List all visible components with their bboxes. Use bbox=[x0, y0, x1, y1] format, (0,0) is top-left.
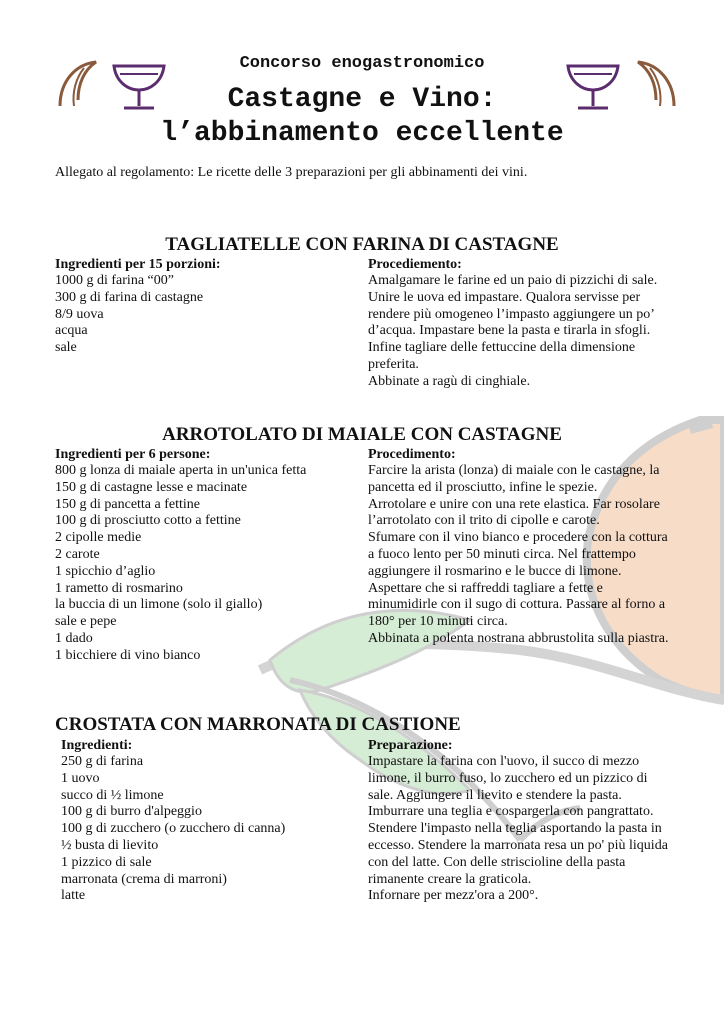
recipe-3-title: CROSTATA CON MARRONATA DI CASTIONE bbox=[55, 714, 461, 735]
ingredient-item: sale bbox=[55, 340, 77, 356]
ingredient-item: 1000 g di farina “00” bbox=[55, 273, 174, 288]
ingredient-item: 100 g di burro d'alpeggio bbox=[61, 804, 202, 820]
ingredient-item: 300 g di farina di castagne bbox=[55, 289, 204, 305]
ingredient-item: latte bbox=[61, 888, 86, 904]
method-heading: Preparazione: bbox=[368, 738, 453, 753]
method-paragraph: Arrotolare e unire con una rete elastica. Far rosolare l’arrotolato con il trito di cipolle e carote. bbox=[368, 496, 660, 529]
method-paragraph: Imburrare una teglia e cospargerla con pangrattato. Stendere l'impasto nella teglia asportando la pasta in eccesso. Stendere la marronata resa un po' più liquida con del latte. Con delle striscioline della pasta rimanente creare la graticola. bbox=[368, 804, 668, 887]
ingredient-item: marronata (crema di marroni) bbox=[61, 871, 227, 887]
ingredient-item: 1 uovo bbox=[61, 770, 100, 786]
ingredients-heading: Ingredienti: bbox=[61, 738, 133, 753]
ingredient-item: 250 g di farina bbox=[61, 754, 144, 769]
ingredient-item: ½ busta di lievito bbox=[61, 837, 159, 853]
ingredient-item: succo di ½ limone bbox=[61, 787, 164, 803]
page-title-line2: l’abbinamento eccellente bbox=[160, 118, 564, 149]
method-paragraph: Aspettare che si raffreddi tagliare a fette e minumidirle con il sugo di cottura. Passare al forno a 180° per 10 minuti circa. bbox=[368, 580, 666, 630]
recipe-1-method bbox=[368, 256, 673, 391]
page-title-line1: Castagne e Vino: bbox=[227, 84, 497, 115]
ingredient-item: 800 g lonza di maiale aperta in un'unica fetta bbox=[55, 463, 307, 478]
recipe-1-title: TAGLIATELLE CON FARINA DI CASTAGNE bbox=[165, 234, 559, 255]
recipe-2-title: ARROTOLATO DI MAIALE CON CASTAGNE bbox=[162, 424, 562, 445]
ingredient-item: sale e pepe bbox=[55, 614, 117, 630]
ingredient-item: 100 g di prosciutto cotto a fettine bbox=[55, 513, 241, 529]
method-paragraph: Abbinate a ragù di cinghiale. bbox=[368, 373, 531, 389]
intro-text: Allegato al regolamento: Le ricette delle 3 preparazioni per gli abbinamenti dei vini. bbox=[55, 165, 528, 180]
method-paragraph: Impastare la farina con l'uovo, il succo di mezzo limone, il burro fuso, lo zucchero ed un pizzico di sale. Aggiungere il lievito e stendere la pasta. bbox=[368, 754, 648, 803]
contest-kicker: Concorso enogastronomico bbox=[239, 54, 485, 73]
ingredient-item: la buccia di un limone (solo il giallo) bbox=[55, 597, 263, 613]
ingredient-item: 1 pizzico di sale bbox=[61, 854, 152, 870]
method-paragraph: Abbinata a polenta nostrana abbrustolita sulla piastra. bbox=[368, 630, 669, 646]
method-paragraph: Infornare per mezz'ora a 200°. bbox=[368, 888, 539, 904]
ingredient-item: 150 g di pancetta a fettine bbox=[55, 496, 200, 512]
method-paragraph: Sfumare con il vino bianco e procedere con la cottura a fuoco lento per 50 minuti circa. Nel frattempo aggiungere il rosmarino e le bucce di limone. bbox=[368, 530, 668, 579]
ingredient-item: 2 carote bbox=[55, 546, 100, 562]
ingredient-item: 1 dado bbox=[55, 630, 93, 646]
ingredient-item: acqua bbox=[55, 323, 88, 339]
ingredient-item: 1 spicchio d’aglio bbox=[55, 563, 156, 579]
recipe-2-ingredients bbox=[55, 446, 306, 665]
ingredient-item: 1 bicchiere di vino bianco bbox=[55, 647, 201, 663]
ingredient-item: 150 g di castagne lesse e macinate bbox=[55, 479, 248, 495]
ingredient-item: 2 cipolle medie bbox=[55, 530, 142, 546]
method-heading: Procediemento: bbox=[368, 257, 462, 272]
recipe-3-ingredients bbox=[61, 737, 285, 905]
ingredients-heading: Ingredienti per 6 persone: bbox=[55, 447, 211, 462]
ingredients-heading: Ingredienti per 15 porzioni: bbox=[55, 257, 221, 272]
ingredient-item: 8/9 uova bbox=[55, 306, 104, 322]
method-heading: Procedimento: bbox=[368, 447, 456, 462]
method-paragraph: Farcire la arista (lonza) di maiale con le castagne, la pancetta ed il prosciutto, infine le spezie. bbox=[368, 463, 660, 495]
ingredient-item: 100 g di zucchero (o zucchero di canna) bbox=[61, 821, 286, 837]
recipe-2-method bbox=[368, 446, 673, 648]
recipe-1-ingredients bbox=[55, 256, 221, 357]
method-paragraph: Amalgamare le farine ed un paio di pizzichi di sale. Unire le uova ed impastare. Qualora servisse per rendere più omogeneo l’impasto aggiungere un po’ d’acqua. Impastare bene la pasta e tirarla in sfogli. Infine tagliare delle fettuccine della dimensione preferita. bbox=[368, 273, 658, 372]
recipe-3-method bbox=[368, 737, 673, 905]
ingredient-item: 1 rametto di rosmarino bbox=[55, 580, 183, 596]
